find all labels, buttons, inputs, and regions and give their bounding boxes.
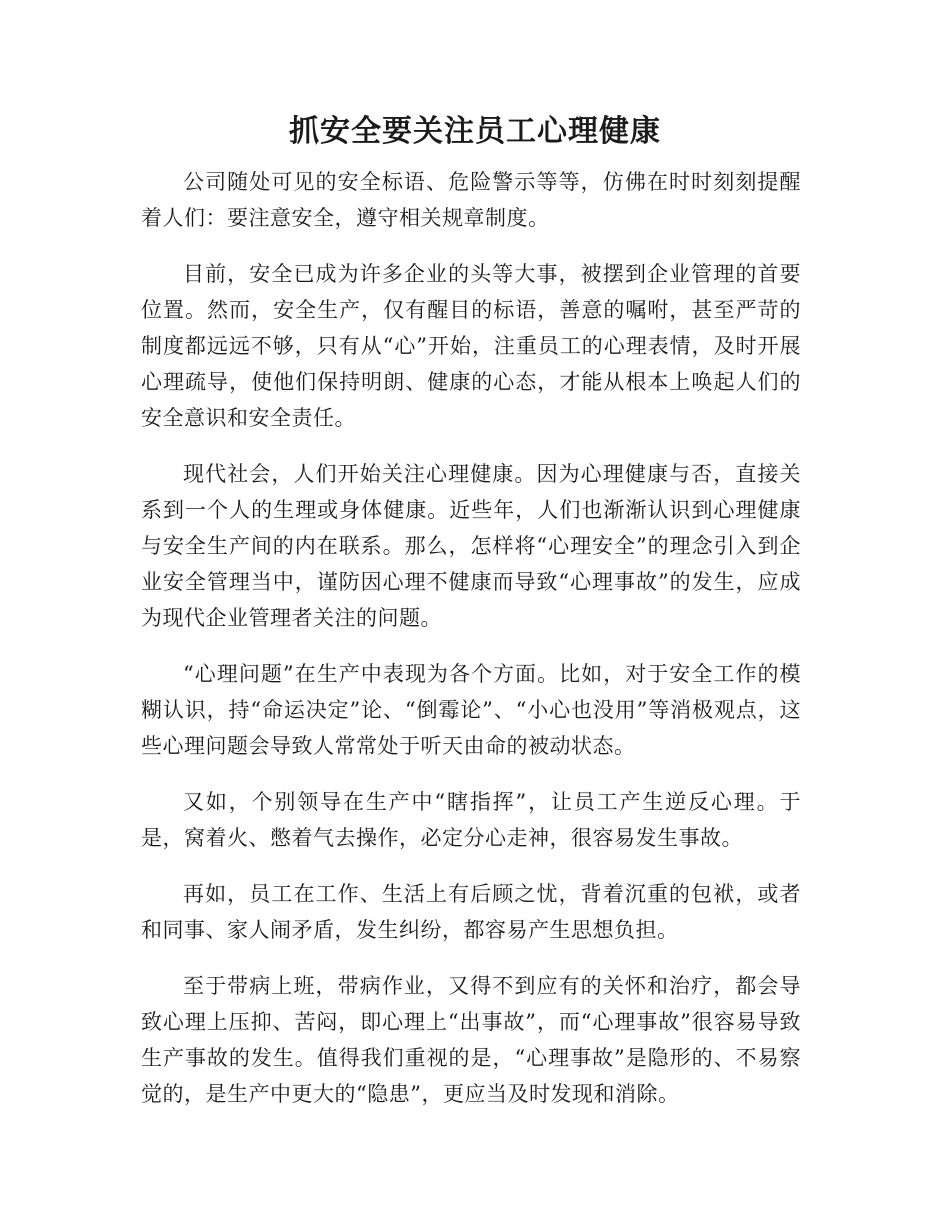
paragraph-3: 现代社会，人们开始关注心理健康。因为心理健康与否，直接关系到一个人的生理或身体健康。近些年，人们也渐渐认识到心理健康与安全生产间的内在联系。那么，怎样将“心理安全”的理念引入到企业安全管理当中，谨防因心理不健康而导致“心理事故”的发生，应成为现代企业管理者关注的问题。 bbox=[141, 462, 801, 630]
paragraph-7: 至于带病上班，带病作业，又得不到应有的关怀和治疗，都会导致心理上压抑、苦闷，即心理上“出事故”，而“心理事故”很容易导致生产事故的发生。值得我们重视的是，“心理事故”是隐形的、不易察觉的，是生产中更大的“隐患”，更应当及时发现和消除。 bbox=[141, 974, 801, 1106]
paragraph-2: 目前，安全已成为许多企业的头等大事，被摆到企业管理的首要位置。然而，安全生产，仅有醒目的标语，善意的嘱咐，甚至严苛的制度都远远不够，只有从“心”开始，注重员工的心理表情，及时开展心理疏导，使他们保持明朗、健康的心态，才能从根本上唤起人们的安全意识和安全责任。 bbox=[141, 262, 801, 430]
document-body bbox=[141, 164, 801, 1132]
paragraph-4: “心理问题”在生产中表现为各个方面。比如，对于安全工作的模糊认识，持“命运决定”论、“倒霉论”、“小心也没用”等消极观点，这些心理问题会导致人常常处于听天由命的被动状态。 bbox=[141, 662, 801, 758]
document-title: 抓安全要关注员工心理健康 bbox=[289, 114, 661, 149]
paragraph-1: 公司随处可见的安全标语、危险警示等等，仿佛在时时刻刻提醒着人们：要注意安全，遵守相关规章制度。 bbox=[141, 170, 801, 230]
paragraph-6: 再如，员工在工作、生活上有后顾之忧，背着沉重的包袱，或者和同事、家人闹矛盾，发生纠纷，都容易产生思想负担。 bbox=[141, 882, 801, 942]
paragraph-5: 又如，个别领导在生产中“瞎指挥”，让员工产生逆反心理。于是，窝着火、憋着气去操作，必定分心走神，很容易发生事故。 bbox=[141, 790, 801, 850]
